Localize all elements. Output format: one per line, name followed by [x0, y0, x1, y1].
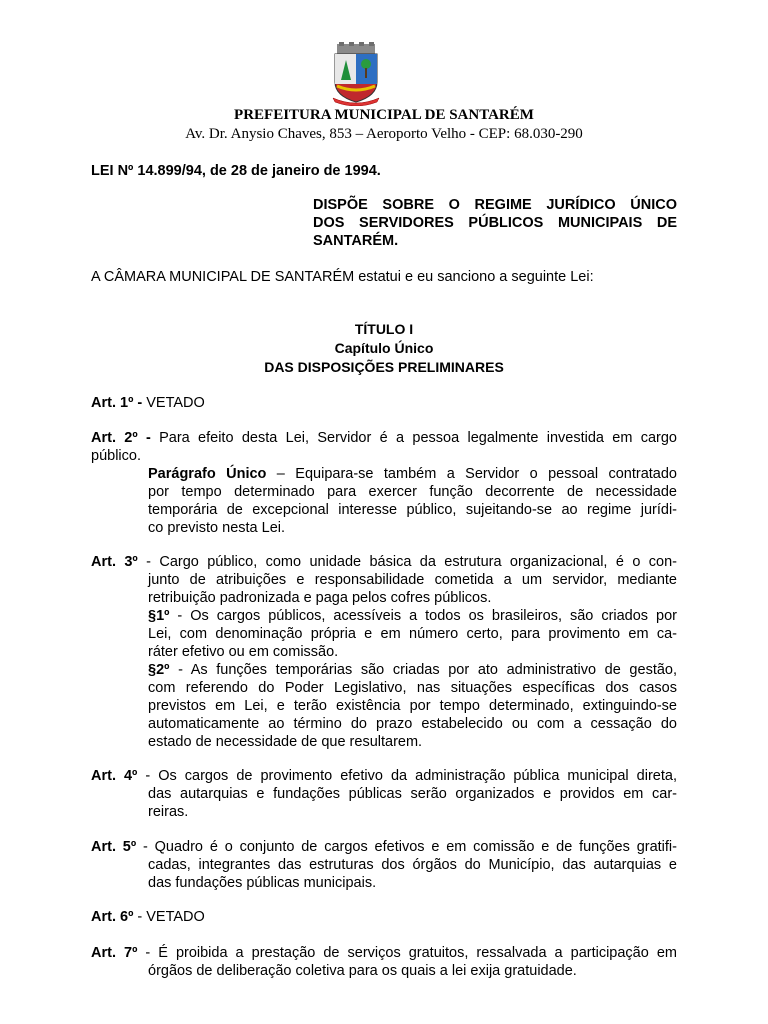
article-text: - É proibida a prestação de serviços gratuitos, ressalvada a participação em — [137, 945, 677, 961]
article-text: reiras. — [148, 804, 189, 820]
section-headings — [0, 320, 768, 377]
paragraph-label: §1º — [148, 608, 170, 624]
article-6 — [91, 908, 677, 926]
article-text: Para efeito desta Lei, Servidor é a pessoa legalmente investida em cargo — [150, 430, 677, 446]
article-3 — [91, 553, 677, 751]
article-text: público. — [91, 448, 141, 464]
article-text: junto de atribuições e responsabilidade cometida a um servidor, mediante — [148, 572, 677, 588]
article-text: retribuição padronizada e paga pelos cofres públicos. — [148, 590, 492, 606]
article-text: das autarquias e fundações públicas serão organizados e providos em car- — [148, 786, 677, 802]
paragraph-text: – Equipara-se também a Servidor o pessoal contratado — [266, 466, 677, 482]
article-text: das fundações públicas municipais. — [148, 875, 377, 891]
ementa-line: DISPÕE SOBRE O REGIME JURÍDICO ÚNICO — [313, 197, 677, 213]
article-label: Art. 2º - — [91, 430, 151, 446]
paragraph-label: §2º — [148, 662, 170, 678]
enactment-clause: A CÂMARA MUNICIPAL DE SANTARÉM estatui e eu sanciono a seguinte Lei: — [91, 269, 594, 285]
paragraph-text: ráter efetivo ou em comissão. — [148, 644, 339, 660]
ementa-line: SANTARÉM. — [313, 233, 399, 249]
law-title: LEI Nº 14.899/94, de 28 de janeiro de 1994. — [91, 163, 381, 179]
header-address: Av. Dr. Anysio Chaves, 853 – Aeroporto Velho - CEP: 68.030-290 — [185, 126, 583, 142]
article-label: Art. 4º — [91, 768, 138, 784]
paragraph-text: co previsto nesta Lei. — [148, 520, 286, 536]
paragraph-text: estado de necessidade de que resultarem. — [148, 734, 423, 750]
article-text: - Os cargos de provimento efetivo da administração pública municipal direta, — [137, 768, 677, 784]
paragraph-text: por tempo determinado para exercer função decorrente de necessidade — [148, 484, 677, 500]
article-text: órgãos de deliberação coletiva para os quais a lei exija gratuidade. — [148, 963, 577, 979]
paragraph-label: Parágrafo Único — [148, 466, 267, 482]
article-5 — [91, 838, 677, 892]
paragraph-text: com referendo do Poder Legislativo, nas situações específicas dos casos — [148, 680, 677, 696]
title-heading: TÍTULO I — [354, 321, 414, 337]
paragraph-text: temporária de excepcional interesse público, sujeitando-se ao regime jurídi- — [148, 502, 677, 518]
section-heading: DAS DISPOSIÇÕES PRELIMINARES — [264, 359, 504, 375]
header-title: PREFEITURA MUNICIPAL DE SANTARÉM — [234, 107, 534, 123]
article-text: - VETADO — [133, 909, 205, 925]
article-1 — [91, 394, 677, 412]
chapter-heading: Capítulo Único — [334, 340, 434, 356]
article-4 — [91, 767, 677, 821]
coat-of-arms-icon — [329, 42, 383, 106]
article-2 — [91, 429, 677, 537]
law-ementa — [313, 196, 677, 250]
article-label: Art. 3º — [91, 554, 138, 570]
article-label: Art. 1º - — [91, 395, 143, 411]
article-label: Art. 6º — [91, 909, 134, 925]
article-label: Art. 5º — [91, 839, 137, 855]
article-label: Art. 7º — [91, 945, 138, 961]
paragraph-text: previstos em Lei, e terão existência por tempo determinado, extinguindo-se — [148, 698, 677, 714]
paragraph-text: Lei, com denominação própria e em número certo, para provimento em ca- — [148, 626, 677, 642]
paragraph-text: - Os cargos públicos, acessíveis a todos os brasileiros, são criados por — [169, 608, 677, 624]
article-text: VETADO — [142, 395, 205, 411]
article-text: cadas, integrantes das estruturas dos órgãos do Município, das autarquias e — [148, 857, 677, 873]
article-text: - Cargo público, como unidade básica da estrutura organizacional, é o con- — [137, 554, 677, 570]
article-text: - Quadro é o conjunto de cargos efetivos e em comissão e de funções gratifi- — [136, 839, 677, 855]
paragraph-text: - As funções temporárias são criadas por ato administrativo de gestão, — [169, 662, 677, 678]
paragraph-text: automaticamente ao término do prazo estabelecido ou com a cessação do — [148, 716, 677, 732]
article-7 — [91, 944, 677, 980]
ementa-line: DOS SERVIDORES PÚBLICOS MUNICIPAIS DE — [313, 215, 677, 231]
